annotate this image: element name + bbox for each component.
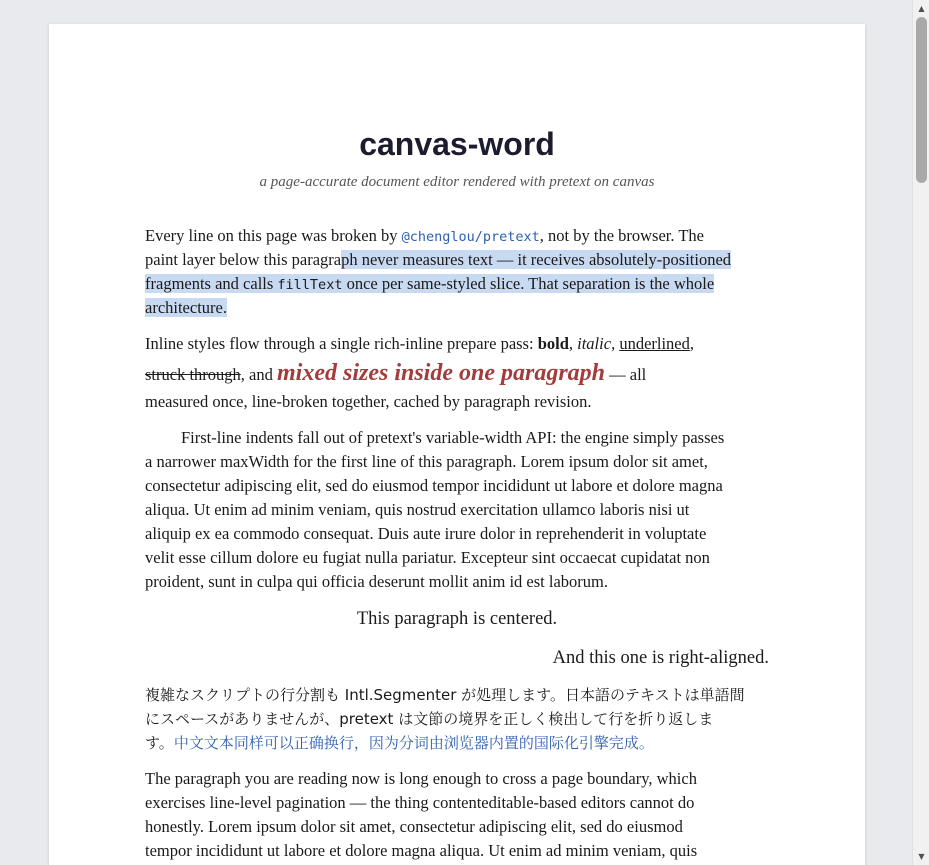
text-line: aliqua. Ut enim ad minim veniam, quis nostrud exercitation ullamco laboris nisi ut [145,500,690,519]
chinese-text: 中文文本同样可以正确换行，因为分词由浏览器内置的国际化引擎完成。 [173,734,654,752]
scroll-up-icon[interactable]: ▲ [918,4,925,13]
text-line [145,224,769,248]
document-subtitle: a page-accurate document editor rendered with pretext on canvas [259,174,655,190]
text-line [145,356,769,390]
text-selection [145,274,714,293]
mixed-size-text: mixed sizes inside one paragraph [276,360,606,386]
text-run: once per same-styled slice. That separation is the whole [342,274,715,293]
paragraph-intro[interactable] [145,224,769,320]
text-run: す。 [145,734,174,752]
text-line: honestly. Lorem ipsum dolor sit amet, consectetur adipiscing elit, sed do eiusmod [145,817,683,836]
text-line: consectetur adipiscing elit, sed do eiusmod tempor incididunt ut labore et dolore magna [145,476,723,495]
inline-code: @chenglou/pretext [401,229,540,245]
paragraph-inline-styles[interactable] [145,332,769,414]
text-run: Inline styles flow through a single rich-inline prepare pass: [145,334,538,353]
text-line: The paragraph you are reading now is long enough to cross a page boundary, which [145,769,697,788]
bold-text: bold [537,334,569,353]
scroll-down-icon[interactable]: ▼ [918,852,925,861]
text-run: , [568,334,578,353]
text-line: 複雑なスクリプトの行分割も Intl.Segmenter が処理します。日本語のテキストは単語間 [145,686,745,704]
text-run: , [689,334,694,353]
text-selection: architecture. [145,298,227,317]
text-selection: ph never measures text — it receives absolutely-positioned [341,250,732,269]
text-line [145,332,769,356]
text-line: tempor incididunt ut labore et dolore magna aliqua. Ut enim ad minim veniam, quis [145,841,698,860]
vertical-scrollbar[interactable] [912,0,929,865]
text-run: paint layer below this paragra [145,250,342,269]
text-line: aliquip ex ea commodo consequat. Duis aute irure dolor in reprehenderit in voluptate [145,524,707,543]
text-line: And this one is right-aligned. [552,648,769,668]
text-line: First-line indents fall out of pretext's variable-width API: the engine simply passes [181,428,725,447]
text-run: , and [240,365,277,384]
text-run: — all [605,365,647,384]
document-page[interactable] [49,24,865,865]
paragraph-right-aligned[interactable] [145,645,769,671]
document-title: canvas-word [359,126,555,162]
paragraph-centered[interactable] [145,606,769,632]
text-run: measured once, line-broken together, cached by paragraph revision. [145,392,592,411]
text-line [145,296,769,320]
text-line [145,248,769,272]
italic-text: italic [577,334,612,353]
strikethrough-text: struck through [145,365,241,384]
inline-code: fillText [277,277,343,293]
scroll-thumb[interactable] [916,17,927,183]
paragraph-first-line-indent[interactable] [145,426,769,594]
text-line: velit esse cillum dolore eu fugiat nulla pariatur. Excepteur sint occaecat cupidatat non [145,548,710,567]
text-run: , [611,334,620,353]
text-line [145,390,769,414]
paragraph-pagination[interactable] [145,767,769,863]
text-line [145,731,769,755]
text-line: exercises line-level pagination — the thing contenteditable-based editors cannot do [145,793,695,812]
text-line [145,272,769,296]
paragraph-cjk[interactable] [145,683,769,755]
text-line: にスペースがありませんが、pretext は文節の境界を正しく検出して行を折り返しま [145,710,714,728]
text-run: Every line on this page was broken by [145,226,402,245]
text-line: This paragraph is centered. [356,609,558,629]
underlined-text: underlined [619,334,690,353]
text-line: a narrower maxWidth for the first line of this paragraph. Lorem ipsum dolor sit amet, [145,452,708,471]
text-run: , not by the browser. The [539,226,704,245]
text-run: fragments and calls [145,274,278,293]
text-line: proident, sunt in culpa qui officia deserunt mollit anim id est laborum. [145,572,608,591]
